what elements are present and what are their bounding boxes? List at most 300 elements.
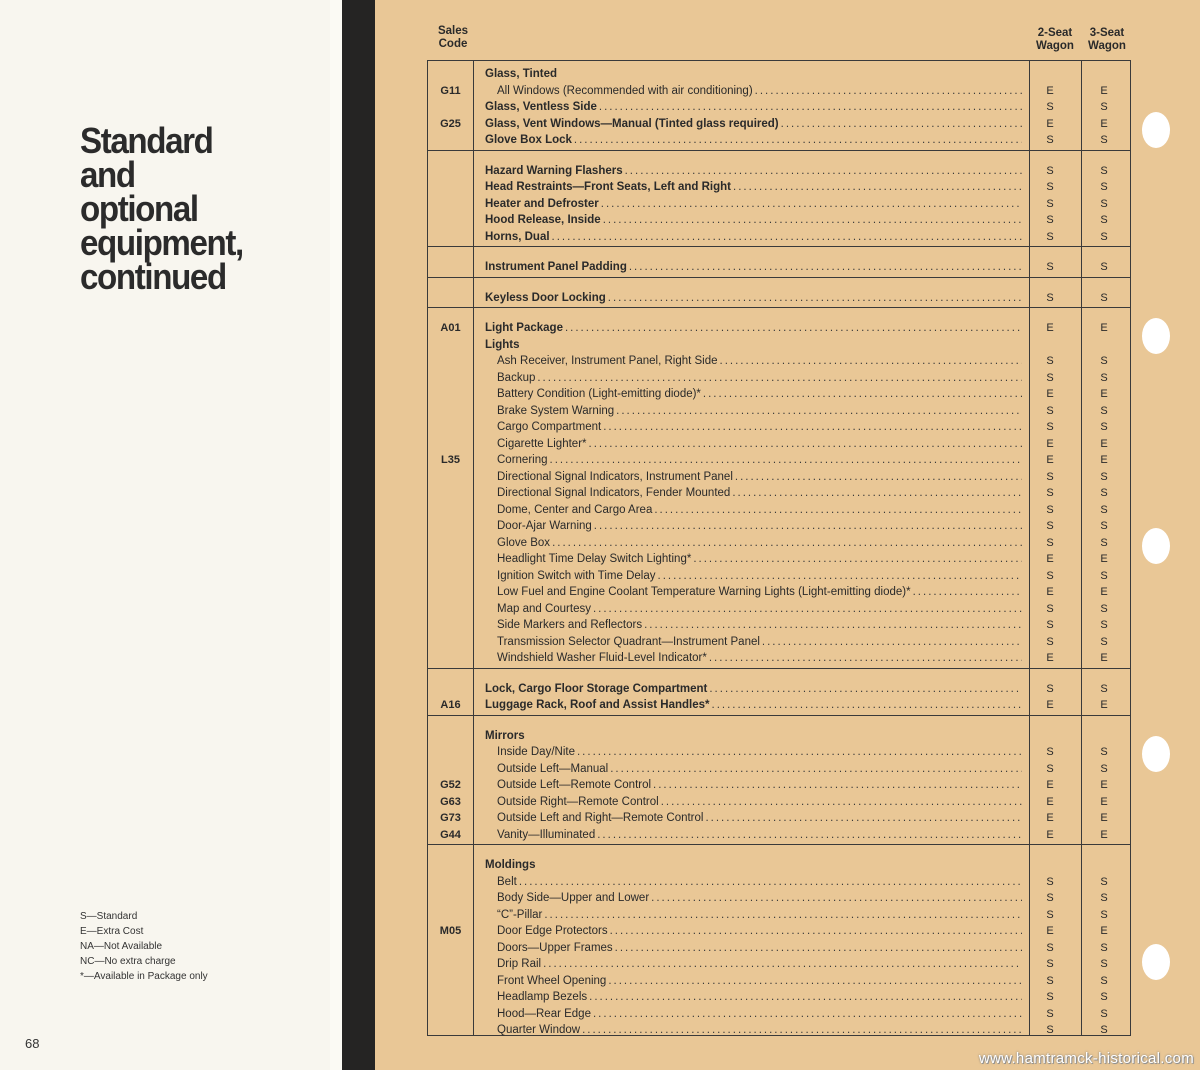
equipment-item — [497, 777, 1026, 794]
value-3-seat: E — [1100, 699, 1108, 711]
equipment-item — [485, 179, 1026, 196]
page-number: 68 — [25, 1036, 40, 1051]
equipment-item — [497, 452, 1026, 469]
left-page — [0, 0, 330, 1070]
item-label: Map and Courtesy — [497, 602, 591, 615]
equipment-item — [485, 857, 1026, 874]
dot-leader — [574, 132, 1022, 149]
table-row — [428, 650, 1132, 667]
dot-leader — [552, 535, 1022, 552]
value-3-seat: S — [1100, 214, 1108, 226]
dot-leader — [608, 290, 1022, 307]
equipment-item — [497, 469, 1026, 486]
dot-leader — [519, 874, 1022, 891]
sales-code: G52 — [440, 779, 461, 791]
item-label: Battery Condition (Light-emitting diode)* — [497, 388, 701, 400]
dot-leader — [720, 353, 1022, 370]
equipment-item — [485, 337, 1026, 354]
value-3-seat: S — [1100, 291, 1108, 304]
table-row — [428, 874, 1132, 891]
dot-leader — [661, 794, 1022, 811]
equipment-item — [497, 568, 1026, 585]
equipment-item — [497, 370, 1026, 387]
item-label: Headlight Time Delay Switch Lighting* — [497, 553, 692, 565]
table-row — [428, 132, 1132, 149]
equipment-item — [497, 794, 1026, 811]
equipment-item — [497, 601, 1026, 618]
dot-leader — [589, 989, 1022, 1006]
value-3-seat: S — [1100, 261, 1108, 273]
group-divider — [428, 844, 1130, 845]
dot-leader — [651, 890, 1022, 907]
item-label: Instrument Panel Padding — [485, 261, 627, 273]
item-label: Backup — [497, 371, 536, 384]
value-3-seat: S — [1100, 1024, 1108, 1036]
legend-item: NA—Not Available — [80, 941, 163, 952]
header-3-seat-wagon — [1082, 27, 1132, 53]
equipment-item — [485, 132, 1026, 149]
item-label: Quarter Window — [497, 1024, 581, 1036]
value-3-seat: S — [1100, 371, 1108, 384]
sales-code: L35 — [441, 454, 460, 466]
dot-leader — [732, 485, 1022, 502]
item-label: Outside Left—Manual — [497, 762, 609, 775]
value-3-seat: S — [1100, 536, 1108, 549]
table-row — [428, 502, 1132, 519]
value-3-seat: E — [1100, 84, 1108, 97]
item-label: Door Edge Protectors — [497, 925, 608, 937]
value-2-seat: S — [1046, 635, 1054, 648]
legend-item: E—Extra Cost — [80, 926, 144, 937]
punch-hole — [1142, 112, 1170, 148]
value-2-seat: E — [1046, 322, 1054, 334]
value-2-seat: E — [1046, 117, 1054, 130]
legend-item: *—Available in Package only — [80, 971, 208, 982]
item-label: Cargo Compartment — [497, 421, 602, 433]
table-row — [428, 761, 1132, 778]
value-2-seat: S — [1046, 958, 1054, 970]
table-row — [428, 907, 1132, 924]
table-row — [428, 370, 1132, 387]
table-row — [428, 518, 1132, 535]
table-row — [428, 989, 1132, 1006]
dot-leader — [593, 1006, 1022, 1023]
value-3-seat: S — [1100, 991, 1108, 1003]
header-sales-code — [428, 25, 478, 51]
value-2-seat: E — [1046, 699, 1054, 711]
item-label: Low Fuel and Engine Coolant Temperature Warning Lights (Light-emitting diode)* — [497, 586, 911, 598]
value-2-seat: S — [1046, 181, 1054, 193]
table-row — [428, 551, 1132, 568]
item-label: Drip Rail — [497, 958, 542, 970]
value-2-seat: S — [1046, 291, 1054, 304]
value-2-seat: S — [1046, 214, 1054, 226]
item-label: Dome, Center and Cargo Area — [497, 503, 653, 516]
item-label: Horns, Dual — [485, 230, 550, 243]
equipment-item — [497, 874, 1026, 891]
group-divider — [428, 150, 1130, 151]
sales-code: G25 — [440, 117, 461, 130]
value-2-seat: S — [1046, 991, 1054, 1003]
equipment-item — [497, 353, 1026, 370]
equipment-item — [497, 923, 1026, 940]
equipment-item — [485, 99, 1026, 116]
value-3-seat: S — [1100, 762, 1108, 775]
value-2-seat: S — [1046, 875, 1054, 888]
dot-leader — [543, 956, 1022, 973]
value-3-seat: S — [1100, 230, 1108, 243]
equipment-item — [497, 956, 1026, 973]
equipment-item — [497, 890, 1026, 907]
item-label: Outside Left and Right—Remote Control — [497, 812, 704, 824]
table-row — [428, 617, 1132, 634]
dot-leader — [658, 568, 1022, 585]
item-label: Lights — [485, 338, 520, 351]
item-label: Glove Box — [497, 536, 551, 549]
dot-leader — [625, 163, 1022, 180]
dot-leader — [653, 777, 1022, 794]
item-label: Cigarette Lighter* — [497, 437, 587, 450]
table-row — [428, 116, 1132, 133]
table-row — [428, 229, 1132, 246]
sales-code: G11 — [440, 84, 461, 97]
value-2-seat: S — [1046, 1007, 1054, 1020]
item-label: Moldings — [485, 859, 536, 871]
value-2-seat: E — [1046, 388, 1054, 400]
sales-code: A16 — [440, 699, 461, 711]
value-2-seat: S — [1046, 101, 1054, 113]
value-3-seat: E — [1100, 652, 1108, 664]
value-2-seat: E — [1046, 586, 1054, 598]
dot-leader — [589, 436, 1023, 453]
value-3-seat: S — [1100, 875, 1108, 888]
header-2-seat-wagon — [1030, 27, 1080, 53]
punch-hole — [1142, 528, 1170, 564]
item-label: Glass, Vent Windows—Manual (Tinted glass required) — [485, 117, 779, 130]
equipment-item — [497, 761, 1026, 778]
equipment-item — [485, 728, 1026, 745]
table-row — [428, 179, 1132, 196]
equipment-item — [497, 419, 1026, 436]
dot-leader — [610, 761, 1022, 778]
value-2-seat: E — [1046, 828, 1054, 841]
item-label: Luggage Rack, Roof and Assist Handles* — [485, 699, 710, 711]
value-3-seat: S — [1100, 197, 1108, 210]
legend — [80, 909, 208, 984]
dot-leader — [577, 744, 1022, 761]
group-divider — [428, 307, 1130, 308]
dot-leader — [610, 923, 1022, 940]
title-line: Standard — [80, 120, 213, 161]
item-label: Windshield Washer Fluid-Level Indicator* — [497, 652, 707, 664]
item-label: Glass, Ventless Side — [485, 101, 597, 113]
table-row — [428, 1022, 1132, 1039]
item-label: Directional Signal Indicators, Instrument Panel — [497, 470, 733, 483]
table-row — [428, 469, 1132, 486]
value-3-seat: S — [1100, 958, 1108, 970]
table-row — [428, 584, 1132, 601]
dot-leader — [629, 259, 1022, 276]
table-row — [428, 196, 1132, 213]
value-2-seat: S — [1046, 197, 1054, 210]
table-row — [428, 452, 1132, 469]
item-label: Brake System Warning — [497, 404, 615, 417]
value-3-seat: S — [1100, 181, 1108, 193]
equipment-item — [497, 744, 1026, 761]
sales-code: G73 — [440, 812, 461, 824]
header-text: Code — [438, 38, 468, 50]
value-3-seat: E — [1100, 779, 1108, 791]
item-label: Belt — [497, 875, 517, 888]
dot-leader — [552, 229, 1022, 246]
equipment-item — [485, 163, 1026, 180]
item-label: Doors—Upper Frames — [497, 941, 613, 954]
table-row — [428, 419, 1132, 436]
table-row — [428, 485, 1132, 502]
table-row — [428, 403, 1132, 420]
value-2-seat: S — [1046, 974, 1054, 987]
item-label: Inside Day/Nite — [497, 746, 575, 758]
table-row — [428, 353, 1132, 370]
dot-leader — [544, 907, 1022, 924]
value-2-seat: S — [1046, 503, 1054, 516]
value-2-seat: E — [1046, 795, 1054, 808]
value-2-seat: S — [1046, 230, 1054, 243]
equipment-item — [497, 83, 1026, 100]
value-2-seat: S — [1046, 371, 1054, 384]
item-label: Outside Left—Remote Control — [497, 779, 652, 791]
dot-leader — [615, 940, 1022, 957]
equipment-item — [485, 290, 1026, 307]
table-row — [428, 697, 1132, 714]
sales-code: G44 — [440, 828, 461, 841]
item-label: Keyless Door Locking — [485, 291, 606, 304]
value-2-seat: S — [1046, 941, 1054, 954]
value-2-seat: S — [1046, 1024, 1054, 1036]
table-row — [428, 728, 1132, 745]
item-label: Door-Ajar Warning — [497, 520, 592, 532]
value-3-seat: E — [1100, 454, 1108, 466]
dot-leader — [644, 617, 1022, 634]
group-divider — [428, 246, 1130, 247]
dot-leader — [733, 179, 1022, 196]
table-row — [428, 66, 1132, 83]
value-3-seat: S — [1100, 520, 1108, 532]
value-2-seat: E — [1046, 779, 1054, 791]
item-label: Glove Box Lock — [485, 134, 572, 146]
punch-hole — [1142, 736, 1170, 772]
dot-leader — [755, 83, 1022, 100]
table-row — [428, 940, 1132, 957]
equipment-item — [485, 320, 1026, 337]
table-row — [428, 163, 1132, 180]
equipment-item — [497, 584, 1026, 601]
item-label: Lock, Cargo Floor Storage Compartment — [485, 682, 708, 695]
value-3-seat: S — [1100, 470, 1108, 483]
dot-leader — [712, 697, 1022, 714]
value-3-seat: S — [1100, 892, 1108, 904]
value-2-seat: S — [1046, 164, 1054, 177]
table-row — [428, 386, 1132, 403]
legend-item: NC—No extra charge — [80, 956, 176, 967]
equipment-item — [485, 66, 1026, 83]
value-2-seat: S — [1046, 682, 1054, 695]
item-label: Ignition Switch with Time Delay — [497, 569, 656, 582]
table-row — [428, 290, 1132, 307]
value-2-seat: E — [1046, 925, 1054, 937]
value-3-seat: S — [1100, 941, 1108, 954]
dot-leader — [537, 370, 1022, 387]
table-row — [428, 535, 1132, 552]
value-3-seat: S — [1100, 682, 1108, 695]
equipment-item — [497, 973, 1026, 990]
sales-code: G63 — [440, 795, 461, 808]
value-2-seat: E — [1046, 553, 1054, 565]
dot-leader — [654, 502, 1022, 519]
equipment-item — [497, 518, 1026, 535]
table-row — [428, 827, 1132, 844]
equipment-item — [485, 681, 1026, 698]
value-3-seat: E — [1100, 322, 1108, 334]
value-2-seat: S — [1046, 421, 1054, 433]
item-label: Outside Right—Remote Control — [497, 795, 659, 808]
sales-code: M05 — [439, 925, 462, 937]
value-3-seat: S — [1100, 134, 1108, 146]
value-2-seat: S — [1046, 355, 1054, 367]
table-row — [428, 890, 1132, 907]
group-divider — [428, 277, 1130, 278]
table-row — [428, 634, 1132, 651]
table-row — [428, 436, 1132, 453]
dot-leader — [703, 386, 1022, 403]
item-label: Transmission Selector Quadrant—Instrument Panel — [497, 635, 760, 648]
table-row — [428, 744, 1132, 761]
value-3-seat: S — [1100, 602, 1108, 615]
table-row — [428, 259, 1132, 276]
table-row — [428, 568, 1132, 585]
value-3-seat: S — [1100, 487, 1108, 499]
table-row — [428, 777, 1132, 794]
dot-leader — [582, 1022, 1022, 1039]
table-row — [428, 857, 1132, 874]
equipment-item — [497, 551, 1026, 568]
value-3-seat: S — [1100, 974, 1108, 987]
table-row — [428, 794, 1132, 811]
value-3-seat: E — [1100, 117, 1108, 130]
value-3-seat: E — [1100, 812, 1108, 824]
page-gutter — [330, 0, 342, 1070]
dot-leader — [603, 419, 1022, 436]
value-3-seat: E — [1100, 795, 1108, 808]
equipment-item — [497, 1006, 1026, 1023]
header-text: Wagon — [1088, 40, 1126, 52]
value-3-seat: S — [1100, 908, 1108, 921]
value-2-seat: S — [1046, 134, 1054, 146]
value-2-seat: E — [1046, 437, 1054, 450]
sales-code: A01 — [440, 322, 461, 334]
dot-leader — [603, 212, 1022, 229]
value-3-seat: E — [1100, 437, 1108, 450]
dot-leader — [593, 601, 1022, 618]
item-label: Mirrors — [485, 729, 525, 742]
equipment-item — [485, 229, 1026, 246]
value-3-seat: S — [1100, 404, 1108, 417]
title-line: and — [80, 154, 135, 195]
value-3-seat: E — [1100, 388, 1108, 400]
title-line: optional — [80, 188, 198, 229]
value-2-seat: S — [1046, 746, 1054, 758]
value-2-seat: S — [1046, 520, 1054, 532]
table-row — [428, 681, 1132, 698]
value-2-seat: E — [1046, 84, 1054, 97]
dot-leader — [735, 469, 1022, 486]
header-text: 2-Seat — [1037, 27, 1073, 39]
item-label: Light Package — [485, 322, 563, 334]
equipment-item — [485, 212, 1026, 229]
dot-leader — [594, 518, 1022, 535]
equipment-item — [497, 940, 1026, 957]
header-text: 3-Seat — [1089, 27, 1125, 39]
item-label: “C”-Pillar — [497, 908, 543, 921]
dot-leader — [693, 551, 1022, 568]
table-row — [428, 923, 1132, 940]
table-row — [428, 956, 1132, 973]
equipment-item — [497, 827, 1026, 844]
dot-leader — [597, 827, 1022, 844]
item-label: Side Markers and Reflectors — [497, 619, 643, 631]
equipment-item — [485, 196, 1026, 213]
table-row — [428, 83, 1132, 100]
watermark: www.hamtramck-historical.com — [978, 1050, 1194, 1067]
header-text: Wagon — [1036, 40, 1074, 52]
equipment-item — [497, 617, 1026, 634]
binding-bar — [342, 0, 375, 1070]
value-3-seat: S — [1100, 355, 1108, 367]
dot-leader — [705, 810, 1022, 827]
equipment-item — [497, 634, 1026, 651]
dot-leader — [616, 403, 1022, 420]
item-label: Hazard Warning Flashers — [485, 164, 623, 177]
value-2-seat: S — [1046, 261, 1054, 273]
dot-leader — [601, 196, 1022, 213]
header-text: Sales — [437, 25, 469, 37]
equipment-item — [497, 502, 1026, 519]
title-line: continued — [80, 256, 226, 297]
equipment-item — [497, 989, 1026, 1006]
value-2-seat: S — [1046, 762, 1054, 775]
dot-leader — [550, 452, 1023, 469]
dot-leader — [608, 973, 1022, 990]
value-2-seat: S — [1046, 908, 1054, 921]
item-label: Vanity—Illuminated — [497, 828, 596, 841]
value-3-seat: E — [1100, 828, 1108, 841]
page-title — [80, 120, 243, 297]
value-2-seat: S — [1046, 536, 1054, 549]
value-3-seat: S — [1100, 503, 1108, 516]
value-3-seat: S — [1100, 1007, 1108, 1020]
item-label: All Windows (Recommended with air conditioning) — [497, 84, 753, 97]
item-label: Glass, Tinted — [485, 68, 558, 80]
punch-hole — [1142, 944, 1170, 980]
value-2-seat: E — [1046, 812, 1054, 824]
equipment-item — [485, 259, 1026, 276]
table-row — [428, 99, 1132, 116]
item-label: Cornering — [497, 454, 548, 466]
value-3-seat: E — [1100, 586, 1108, 598]
punch-hole — [1142, 318, 1170, 354]
value-3-seat: S — [1100, 421, 1108, 433]
item-label: Hood Release, Inside — [485, 214, 601, 226]
